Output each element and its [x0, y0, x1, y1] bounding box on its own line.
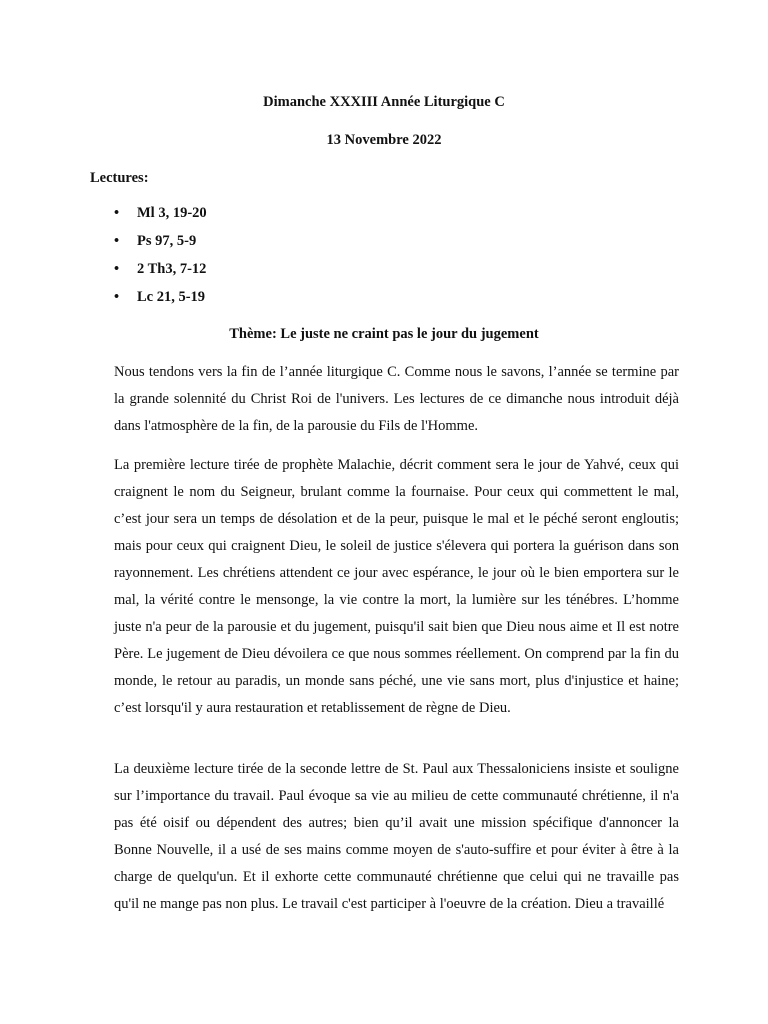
reading-reference: 2 Th3, 7-12: [137, 261, 207, 277]
document-date: 13 Novembre 2022: [326, 132, 442, 148]
bullet-icon: •: [114, 205, 120, 221]
bullet-icon: •: [114, 261, 120, 277]
lectures-label: Lectures:: [90, 170, 149, 186]
reading-reference: Ps 97, 5-9: [137, 233, 197, 249]
bullet-icon: •: [114, 289, 120, 305]
theme-heading: Thème: Le juste ne craint pas le jour du jugement: [229, 326, 539, 342]
paragraph-first-reading: La première lecture tirée de prophète Malachie, décrit comment sera le jour de Yahvé, ceux qui craignent le nom du Seigneur, brulant comme la fournaise. Pour ceux qui commettent le mal, c’est jour sera un temps de désolation et de la peur, puisque le mal et le péché seront engloutis; mais pour ceux qui craignent Dieu, le soleil de justice s'élevera qui portera la guérison dans son rayonnement. Les chrétiens attendent ce jour avec espérance, le jour où le bien emportera sur le mal, la vérité contre le mensonge, la vie contre la mort, la lumière sur les ténébres. L’homme juste n'a peur de la parousie et du jugement, puisqu'il sait bien que Dieu nous aime et Il est notre Père. Le jugement de Dieu dévoilera ce que nous sommes réellement. On comprend par la fin du monde, le retour au paradis, un monde sans péché, une vie sans mort, plus d'injustice et haine; c’est lorsqu'il y aura restauration et retablissement de règne de Dieu.: [114, 457, 679, 716]
reading-reference: Ml 3, 19-20: [137, 205, 207, 221]
paragraph-intro: Nous tendons vers la fin de l’année liturgique C. Comme nous le savons, l’année se termine par la grande solennité du Christ Roi de l'univers. Les lectures de ce dimanche nous introduit déjà dans l'atmosphère de la fin, de la parousie du Fils de l'Homme.: [114, 364, 679, 434]
reading-reference: Lc 21, 5-19: [137, 289, 206, 305]
document-title: Dimanche XXXIII Année Liturgique C: [263, 94, 505, 110]
bullet-icon: •: [114, 233, 120, 249]
paragraph-second-reading: La deuxième lecture tirée de la seconde lettre de St. Paul aux Thessaloniciens insiste et souligne sur l’importance du travail. Paul évoque sa vie au milieu de cette communauté chrétienne, il n'a pas été oisif ou dépendent des autres; bien qu’il avait une mission spécifique d'annoncer la Bonne Nouvelle, il a usé de ses mains comme moyen de s'auto-suffire et pour éviter à être à la charge de quelqu'un. Et il exhorte cette communauté chrétienne que celui qui ne travaille pas qu'il ne mange pas non plus. Le travail c'est participer à l'oeuvre de la création. Dieu a travaillé: [114, 761, 679, 912]
